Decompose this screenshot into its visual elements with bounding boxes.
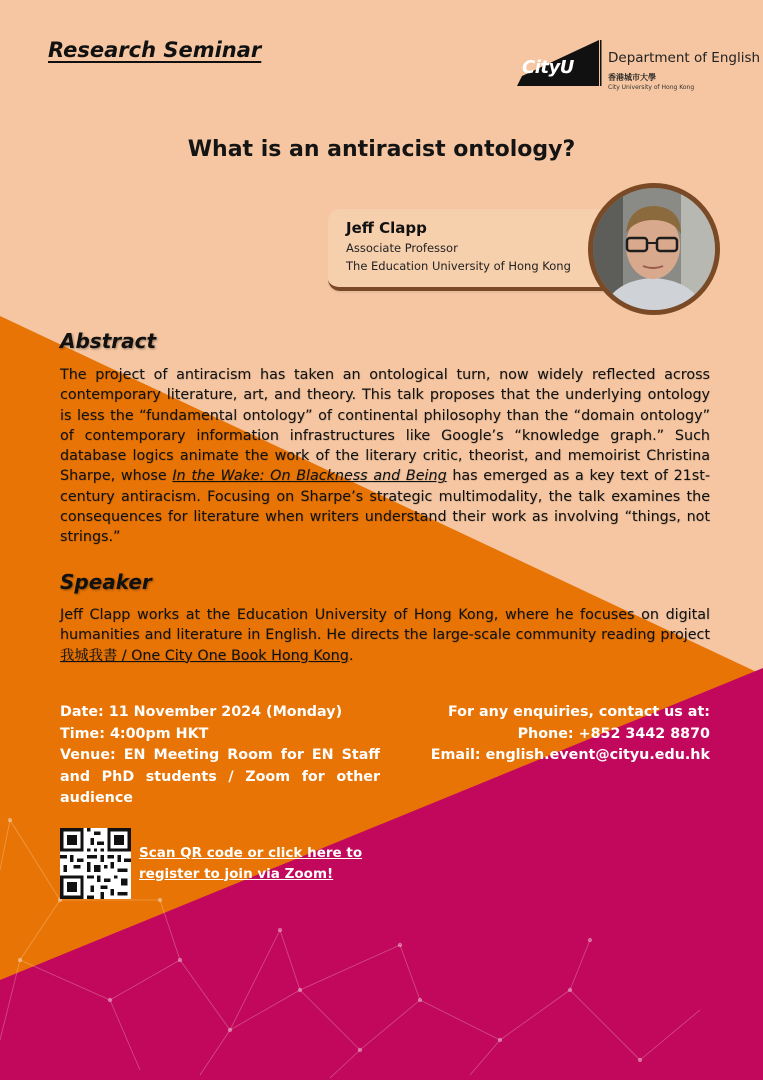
enquiry-info [400,702,710,767]
enquiry-heading: For any enquiries, contact us at: [447,704,710,720]
series-title: Research Seminar [48,38,262,62]
department-name: Department of English [608,50,761,66]
speaker-photo [588,183,720,315]
reading-project-link[interactable]: 我城我書 / One City One Book Hong Kong [60,647,349,664]
speaker-role: Associate Professor [346,241,458,255]
talk-title: What is an antiracist ontology? [187,137,576,162]
event-venue: Venue: EN Meeting Room for EN Staff and PhD students / Zoom for other audience [60,747,380,806]
abstract-text-part2: has emerged as a key text of 21st-century antiracism. Focusing on Sharpe’s strategic multimodality, the talk examines the consequences for literature when writers understand their work as involving “things, not strings.” [60,468,710,546]
enquiry-email[interactable]: Email: english.event@cityu.edu.hk [430,747,710,763]
speaker-heading: Speaker [60,570,152,594]
event-date: Date: 11 November 2024 (Monday) [60,704,343,720]
enquiry-phone: Phone: +852 3442 8870 [517,725,710,742]
logo-wordmark: CityU [522,57,574,78]
abstract-text [60,365,710,548]
bio-text-end: . [348,647,354,664]
event-time: Time: 4:00pm HKT [60,725,209,742]
abstract-heading: Abstract [60,329,157,353]
speaker-affiliation: The Education University of Hong Kong [346,259,571,273]
speaker-name: Jeff Clapp [346,219,427,237]
bio-text: Jeff Clapp works at the Education University of Hong Kong, where he focuses on digital humanities and literature in English. He directs the large-scale community reading project [60,607,710,644]
university-name-english: City University of Hong Kong [608,84,695,91]
book-title-link[interactable]: In the Wake: On Blackness and Being [172,468,447,485]
abstract-text-part1: The project of antiracism has taken an ontological turn, now widely reflected across contemporary literature, art, and theory. This talk proposes that the underlying ontology is less the “fundamental ontology” of continental philosophy than the “domain ontology” of contemporary information infrastructures like Google’s “knowledge graph.” Such database logics animate the work of the literary critic, theorist, and memoirist Christina Sharpe, whose [60,367,710,485]
university-name-chinese: 香港城市大學 [608,73,656,82]
zoom-qr-code[interactable] [60,828,131,899]
zoom-registration-link[interactable]: Scan QR code or click here to register to join via Zoom! [139,845,363,882]
speaker-bio [60,605,710,666]
speaker-portrait-illustration [593,188,715,310]
event-details [60,702,380,810]
